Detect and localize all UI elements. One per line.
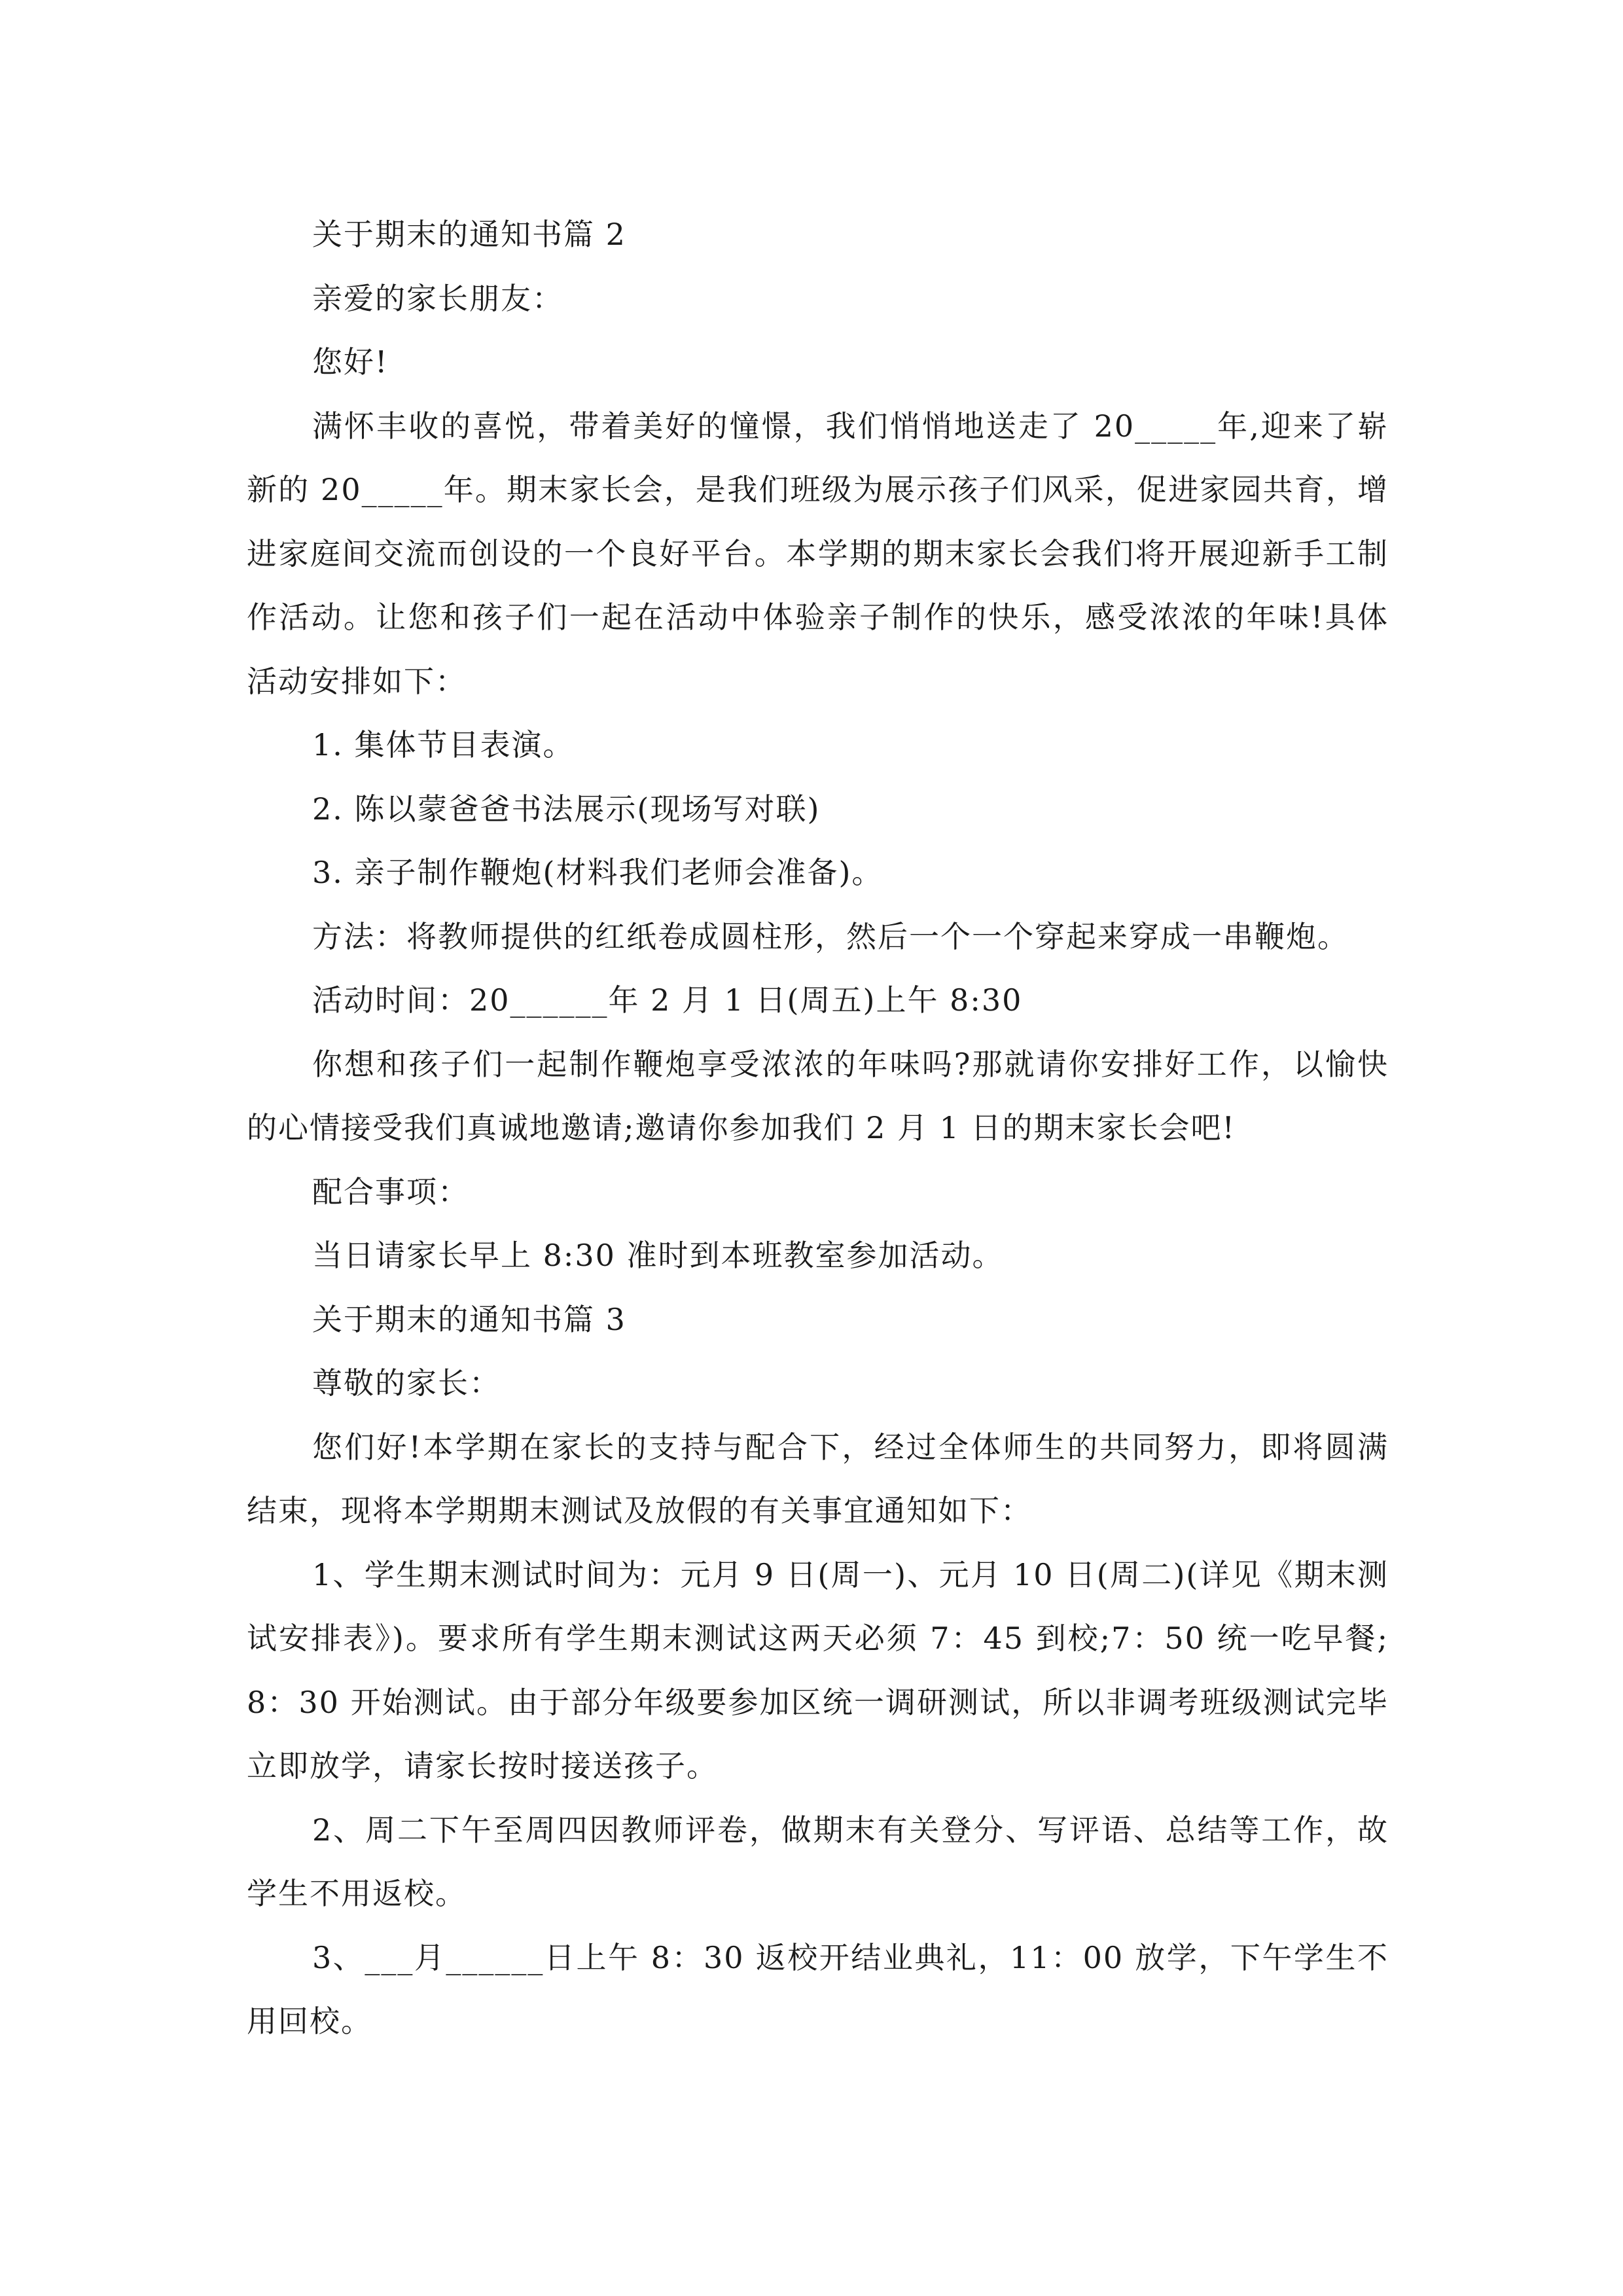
section-3-title: 关于期末的通知书篇 3 [312,1301,626,1337]
section-3-salutation: 尊敬的家长： [312,1365,501,1401]
section-3-item-2: 2、周二下午至周四因教师评卷，做期末有关登分、写评语、总结等工作，故学生不用返校。 [247,1812,1389,1911]
section-2-title: 关于期末的通知书篇 2 [312,217,626,252]
section-2-notes: 当日请家长早上 8:30 准时到本班教室参加活动。 [312,1238,1004,1273]
section-2-greeting: 您好! [312,344,389,380]
section-2-intro: 满怀丰收的喜悦，带着美好的憧憬，我们悄悄地送走了 20_____年,迎来了崭新的 20_____年。期末家长会，是我们班级为展示孩子们风采，促进家园共育，增进家庭间交流而创设的一个良好平台。本学期的期末家长会我们将开展迎新手工制作活动。让您和孩子们一起在活动中体验亲子制作的快乐，感受浓浓的年味!具体活动安排如下： [247,408,1389,699]
section-2-notes-title: 配合事项： [312,1174,469,1210]
section-2-time: 活动时间：20______年 2 月 1 日(周五)上午 8:30 [312,982,1023,1018]
section-2-method: 方法：将教师提供的红纸卷成圆柱形，然后一个一个穿起来穿成一串鞭炮。 [312,918,1349,954]
section-2-invite: 你想和孩子们一起制作鞭炮享受浓浓的年味吗?那就请你安排好工作，以愉快的心情接受我们真诚地邀请;邀请你参加我们 2 月 1 日的期末家长会吧! [247,1046,1389,1145]
section-2-item-3: 3. 亲子制作鞭炮(材料我们老师会准备)。 [312,855,883,890]
document-body [247,203,1389,2054]
section-3-item-1: 1、学生期末测试时间为：元月 9 日(周一)、元月 10 日(周二)(详见《期末测试安排表》)。要求所有学生期末测试这两天必须 7：45 到校;7：50 统一吃早餐;8：30 开始测试。由于部分年级要参加区统一调研测试，所以非调考班级测试完毕立即放学，请家长按时接送孩子。 [247,1556,1389,1784]
section-2-salutation: 亲爱的家长朋友： [312,280,563,316]
section-2-item-2: 2. 陈以蒙爸爸书法展示(现场写对联) [312,791,821,827]
section-3-intro: 您们好!本学期在家长的支持与配合下，经过全体师生的共同努力，即将圆满结束，现将本学期期末测试及放假的有关事宜通知如下： [247,1429,1389,1528]
section-3-item-3: 3、___月______日上午 8：30 返校开结业典礼，11：00 放学，下午学生不用回校。 [247,1939,1389,2039]
section-2-item-1: 1. 集体节目表演。 [312,727,575,762]
